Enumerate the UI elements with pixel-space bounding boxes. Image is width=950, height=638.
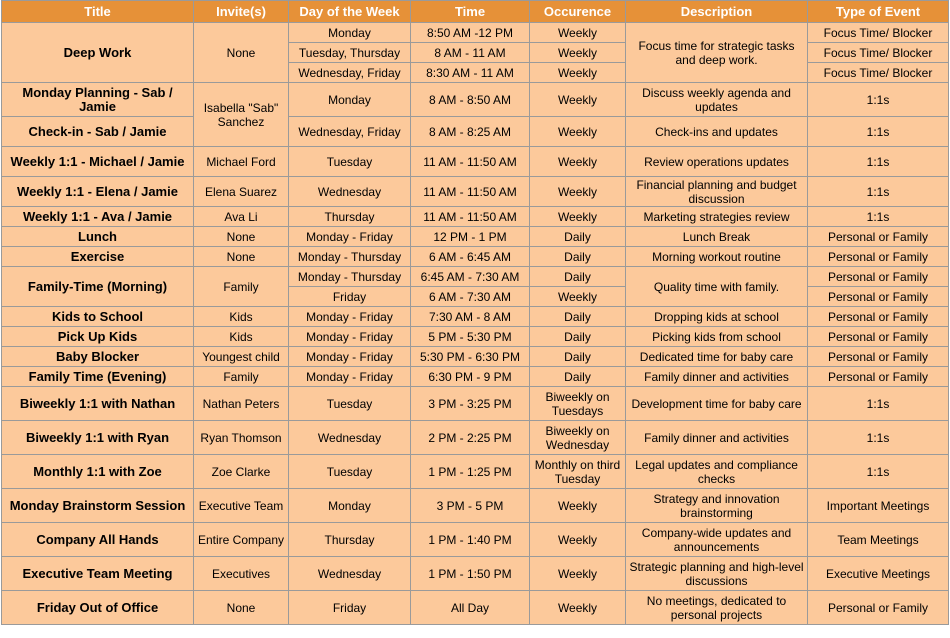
schedule-table <box>1 0 949 625</box>
event-invite: Executives <box>194 557 289 591</box>
header-time: Time <box>411 1 530 23</box>
event-invite: Youngest child <box>194 347 289 367</box>
table-row <box>2 591 949 625</box>
event-invite: Executive Team <box>194 489 289 523</box>
table-row <box>2 83 949 117</box>
event-title: Monthly 1:1 with Zoe <box>2 455 194 489</box>
table-row <box>2 557 949 591</box>
event-invite: Family <box>194 367 289 387</box>
header-row <box>2 1 949 23</box>
table-row <box>2 421 949 455</box>
event-title: Kids to School <box>2 307 194 327</box>
table-row <box>2 247 949 267</box>
event-day: Monday - Thursday <box>289 267 411 287</box>
event-description: Lunch Break <box>626 227 808 247</box>
event-time: All Day <box>411 591 530 625</box>
table-row <box>2 367 949 387</box>
event-title: Exercise <box>2 247 194 267</box>
event-occurrence: Weekly <box>530 23 626 43</box>
event-invite: Entire Company <box>194 523 289 557</box>
event-title: Weekly 1:1 - Michael / Jamie <box>2 147 194 177</box>
event-time: 5 PM - 5:30 PM <box>411 327 530 347</box>
event-title: Company All Hands <box>2 523 194 557</box>
event-type: Personal or Family <box>808 327 949 347</box>
event-day: Thursday <box>289 523 411 557</box>
event-description: No meetings, dedicated to personal projects <box>626 591 808 625</box>
event-day: Monday - Thursday <box>289 247 411 267</box>
event-type: 1:1s <box>808 455 949 489</box>
event-title: Biweekly 1:1 with Ryan <box>2 421 194 455</box>
event-time: 5:30 PM - 6:30 PM <box>411 347 530 367</box>
event-time: 7:30 AM - 8 AM <box>411 307 530 327</box>
event-occurrence: Weekly <box>530 523 626 557</box>
event-type: 1:1s <box>808 387 949 421</box>
table-row <box>2 327 949 347</box>
event-invite: Ryan Thomson <box>194 421 289 455</box>
table-row <box>2 227 949 247</box>
event-type: Personal or Family <box>808 267 949 287</box>
event-day: Monday - Friday <box>289 227 411 247</box>
event-time: 6:45 AM - 7:30 AM <box>411 267 530 287</box>
event-occurrence: Daily <box>530 267 626 287</box>
event-day: Friday <box>289 287 411 307</box>
event-day: Tuesday <box>289 147 411 177</box>
event-day: Tuesday <box>289 387 411 421</box>
event-description: Company-wide updates and announcements <box>626 523 808 557</box>
event-description: Legal updates and compliance checks <box>626 455 808 489</box>
event-title: Biweekly 1:1 with Nathan <box>2 387 194 421</box>
table-row <box>2 23 949 43</box>
event-type: Executive Meetings <box>808 557 949 591</box>
event-type: 1:1s <box>808 117 949 147</box>
event-time: 3 PM - 3:25 PM <box>411 387 530 421</box>
event-day: Tuesday <box>289 455 411 489</box>
event-invite: Kids <box>194 327 289 347</box>
event-type: 1:1s <box>808 207 949 227</box>
event-day: Friday <box>289 591 411 625</box>
event-title: Pick Up Kids <box>2 327 194 347</box>
event-occurrence: Daily <box>530 247 626 267</box>
event-day: Monday <box>289 23 411 43</box>
event-time: 1 PM - 1:40 PM <box>411 523 530 557</box>
event-day: Wednesday <box>289 177 411 207</box>
event-day: Wednesday <box>289 557 411 591</box>
table-row <box>2 147 949 177</box>
event-description: Focus time for strategic tasks and deep work. <box>626 23 808 83</box>
event-invite: None <box>194 23 289 83</box>
event-occurrence: Weekly <box>530 117 626 147</box>
event-title: Check-in - Sab / Jamie <box>2 117 194 147</box>
header-occurrence: Occurence <box>530 1 626 23</box>
table-row <box>2 307 949 327</box>
header-type: Type of Event <box>808 1 949 23</box>
event-description: Strategy and innovation brainstorming <box>626 489 808 523</box>
table-row <box>2 347 949 367</box>
event-invite: Zoe Clarke <box>194 455 289 489</box>
event-occurrence: Daily <box>530 347 626 367</box>
table-row <box>2 177 949 207</box>
event-type: 1:1s <box>808 421 949 455</box>
event-day: Monday - Friday <box>289 347 411 367</box>
event-invite: Isabella "Sab" Sanchez <box>194 83 289 147</box>
event-description: Check-ins and updates <box>626 117 808 147</box>
event-title: Friday Out of Office <box>2 591 194 625</box>
event-time: 2 PM - 2:25 PM <box>411 421 530 455</box>
event-day: Monday - Friday <box>289 327 411 347</box>
event-type: Personal or Family <box>808 227 949 247</box>
event-occurrence: Weekly <box>530 287 626 307</box>
event-day: Monday - Friday <box>289 307 411 327</box>
event-day: Wednesday <box>289 421 411 455</box>
event-occurrence: Weekly <box>530 177 626 207</box>
event-time: 1 PM - 1:50 PM <box>411 557 530 591</box>
event-type: 1:1s <box>808 177 949 207</box>
event-occurrence: Weekly <box>530 63 626 83</box>
event-occurrence: Weekly <box>530 207 626 227</box>
event-time: 6 AM - 7:30 AM <box>411 287 530 307</box>
event-description: Dedicated time for baby care <box>626 347 808 367</box>
event-type: Important Meetings <box>808 489 949 523</box>
event-description: Financial planning and budget discussion <box>626 177 808 207</box>
event-occurrence: Daily <box>530 327 626 347</box>
event-title: Lunch <box>2 227 194 247</box>
event-type: Focus Time/ Blocker <box>808 43 949 63</box>
event-type: Personal or Family <box>808 591 949 625</box>
event-time: 1 PM - 1:25 PM <box>411 455 530 489</box>
event-time: 11 AM - 11:50 AM <box>411 147 530 177</box>
event-occurrence: Weekly <box>530 591 626 625</box>
event-day: Tuesday, Thursday <box>289 43 411 63</box>
event-title: Monday Brainstorm Session <box>2 489 194 523</box>
table-row <box>2 117 949 147</box>
header-title: Title <box>2 1 194 23</box>
table-row <box>2 523 949 557</box>
event-day: Monday <box>289 83 411 117</box>
header-description: Description <box>626 1 808 23</box>
event-day: Monday - Friday <box>289 367 411 387</box>
event-description: Family dinner and activities <box>626 421 808 455</box>
event-time: 11 AM - 11:50 AM <box>411 177 530 207</box>
event-type: Focus Time/ Blocker <box>808 63 949 83</box>
header-day: Day of the Week <box>289 1 411 23</box>
event-type: Personal or Family <box>808 287 949 307</box>
event-type: 1:1s <box>808 147 949 177</box>
event-time: 6:30 PM - 9 PM <box>411 367 530 387</box>
event-invite: None <box>194 591 289 625</box>
event-occurrence: Weekly <box>530 489 626 523</box>
event-title: Baby Blocker <box>2 347 194 367</box>
event-invite: None <box>194 227 289 247</box>
event-invite: None <box>194 247 289 267</box>
event-description: Picking kids from school <box>626 327 808 347</box>
event-description: Quality time with family. <box>626 267 808 307</box>
event-title: Monday Planning - Sab / Jamie <box>2 83 194 117</box>
event-day: Monday <box>289 489 411 523</box>
event-occurrence: Daily <box>530 307 626 327</box>
event-title: Family Time (Evening) <box>2 367 194 387</box>
event-description: Discuss weekly agenda and updates <box>626 83 808 117</box>
event-occurrence: Weekly <box>530 83 626 117</box>
event-type: Team Meetings <box>808 523 949 557</box>
event-title: Executive Team Meeting <box>2 557 194 591</box>
event-occurrence: Biweekly on Wednesday <box>530 421 626 455</box>
event-invite: Ava Li <box>194 207 289 227</box>
event-time: 8 AM - 8:25 AM <box>411 117 530 147</box>
event-type: Personal or Family <box>808 347 949 367</box>
event-title: Weekly 1:1 - Ava / Jamie <box>2 207 194 227</box>
event-time: 8 AM - 11 AM <box>411 43 530 63</box>
table-row <box>2 207 949 227</box>
event-occurrence: Biweekly on Tuesdays <box>530 387 626 421</box>
event-description: Morning workout routine <box>626 247 808 267</box>
event-day: Thursday <box>289 207 411 227</box>
event-time: 3 PM - 5 PM <box>411 489 530 523</box>
event-type: Focus Time/ Blocker <box>808 23 949 43</box>
table-row <box>2 455 949 489</box>
event-invite: Michael Ford <box>194 147 289 177</box>
event-title: Family-Time (Morning) <box>2 267 194 307</box>
event-time: 8:30 AM - 11 AM <box>411 63 530 83</box>
event-title: Deep Work <box>2 23 194 83</box>
event-type: Personal or Family <box>808 247 949 267</box>
header-invites: Invite(s) <box>194 1 289 23</box>
event-time: 12 PM - 1 PM <box>411 227 530 247</box>
event-title: Weekly 1:1 - Elena / Jamie <box>2 177 194 207</box>
table-row <box>2 387 949 421</box>
event-occurrence: Daily <box>530 227 626 247</box>
event-type: Personal or Family <box>808 367 949 387</box>
event-description: Dropping kids at school <box>626 307 808 327</box>
event-time: 6 AM - 6:45 AM <box>411 247 530 267</box>
event-day: Wednesday, Friday <box>289 117 411 147</box>
event-description: Review operations updates <box>626 147 808 177</box>
table-row <box>2 489 949 523</box>
event-occurrence: Weekly <box>530 43 626 63</box>
event-occurrence: Weekly <box>530 557 626 591</box>
event-type: 1:1s <box>808 83 949 117</box>
event-time: 8 AM - 8:50 AM <box>411 83 530 117</box>
event-invite: Elena Suarez <box>194 177 289 207</box>
event-invite: Nathan Peters <box>194 387 289 421</box>
event-type: Personal or Family <box>808 307 949 327</box>
event-occurrence: Weekly <box>530 147 626 177</box>
event-description: Development time for baby care <box>626 387 808 421</box>
event-description: Marketing strategies review <box>626 207 808 227</box>
event-description: Family dinner and activities <box>626 367 808 387</box>
event-occurrence: Daily <box>530 367 626 387</box>
event-time: 8:50 AM -12 PM <box>411 23 530 43</box>
event-time: 11 AM - 11:50 AM <box>411 207 530 227</box>
event-invite: Kids <box>194 307 289 327</box>
event-occurrence: Monthly on third Tuesday <box>530 455 626 489</box>
event-invite: Family <box>194 267 289 307</box>
event-day: Wednesday, Friday <box>289 63 411 83</box>
table-row <box>2 267 949 287</box>
event-description: Strategic planning and high-level discussions <box>626 557 808 591</box>
